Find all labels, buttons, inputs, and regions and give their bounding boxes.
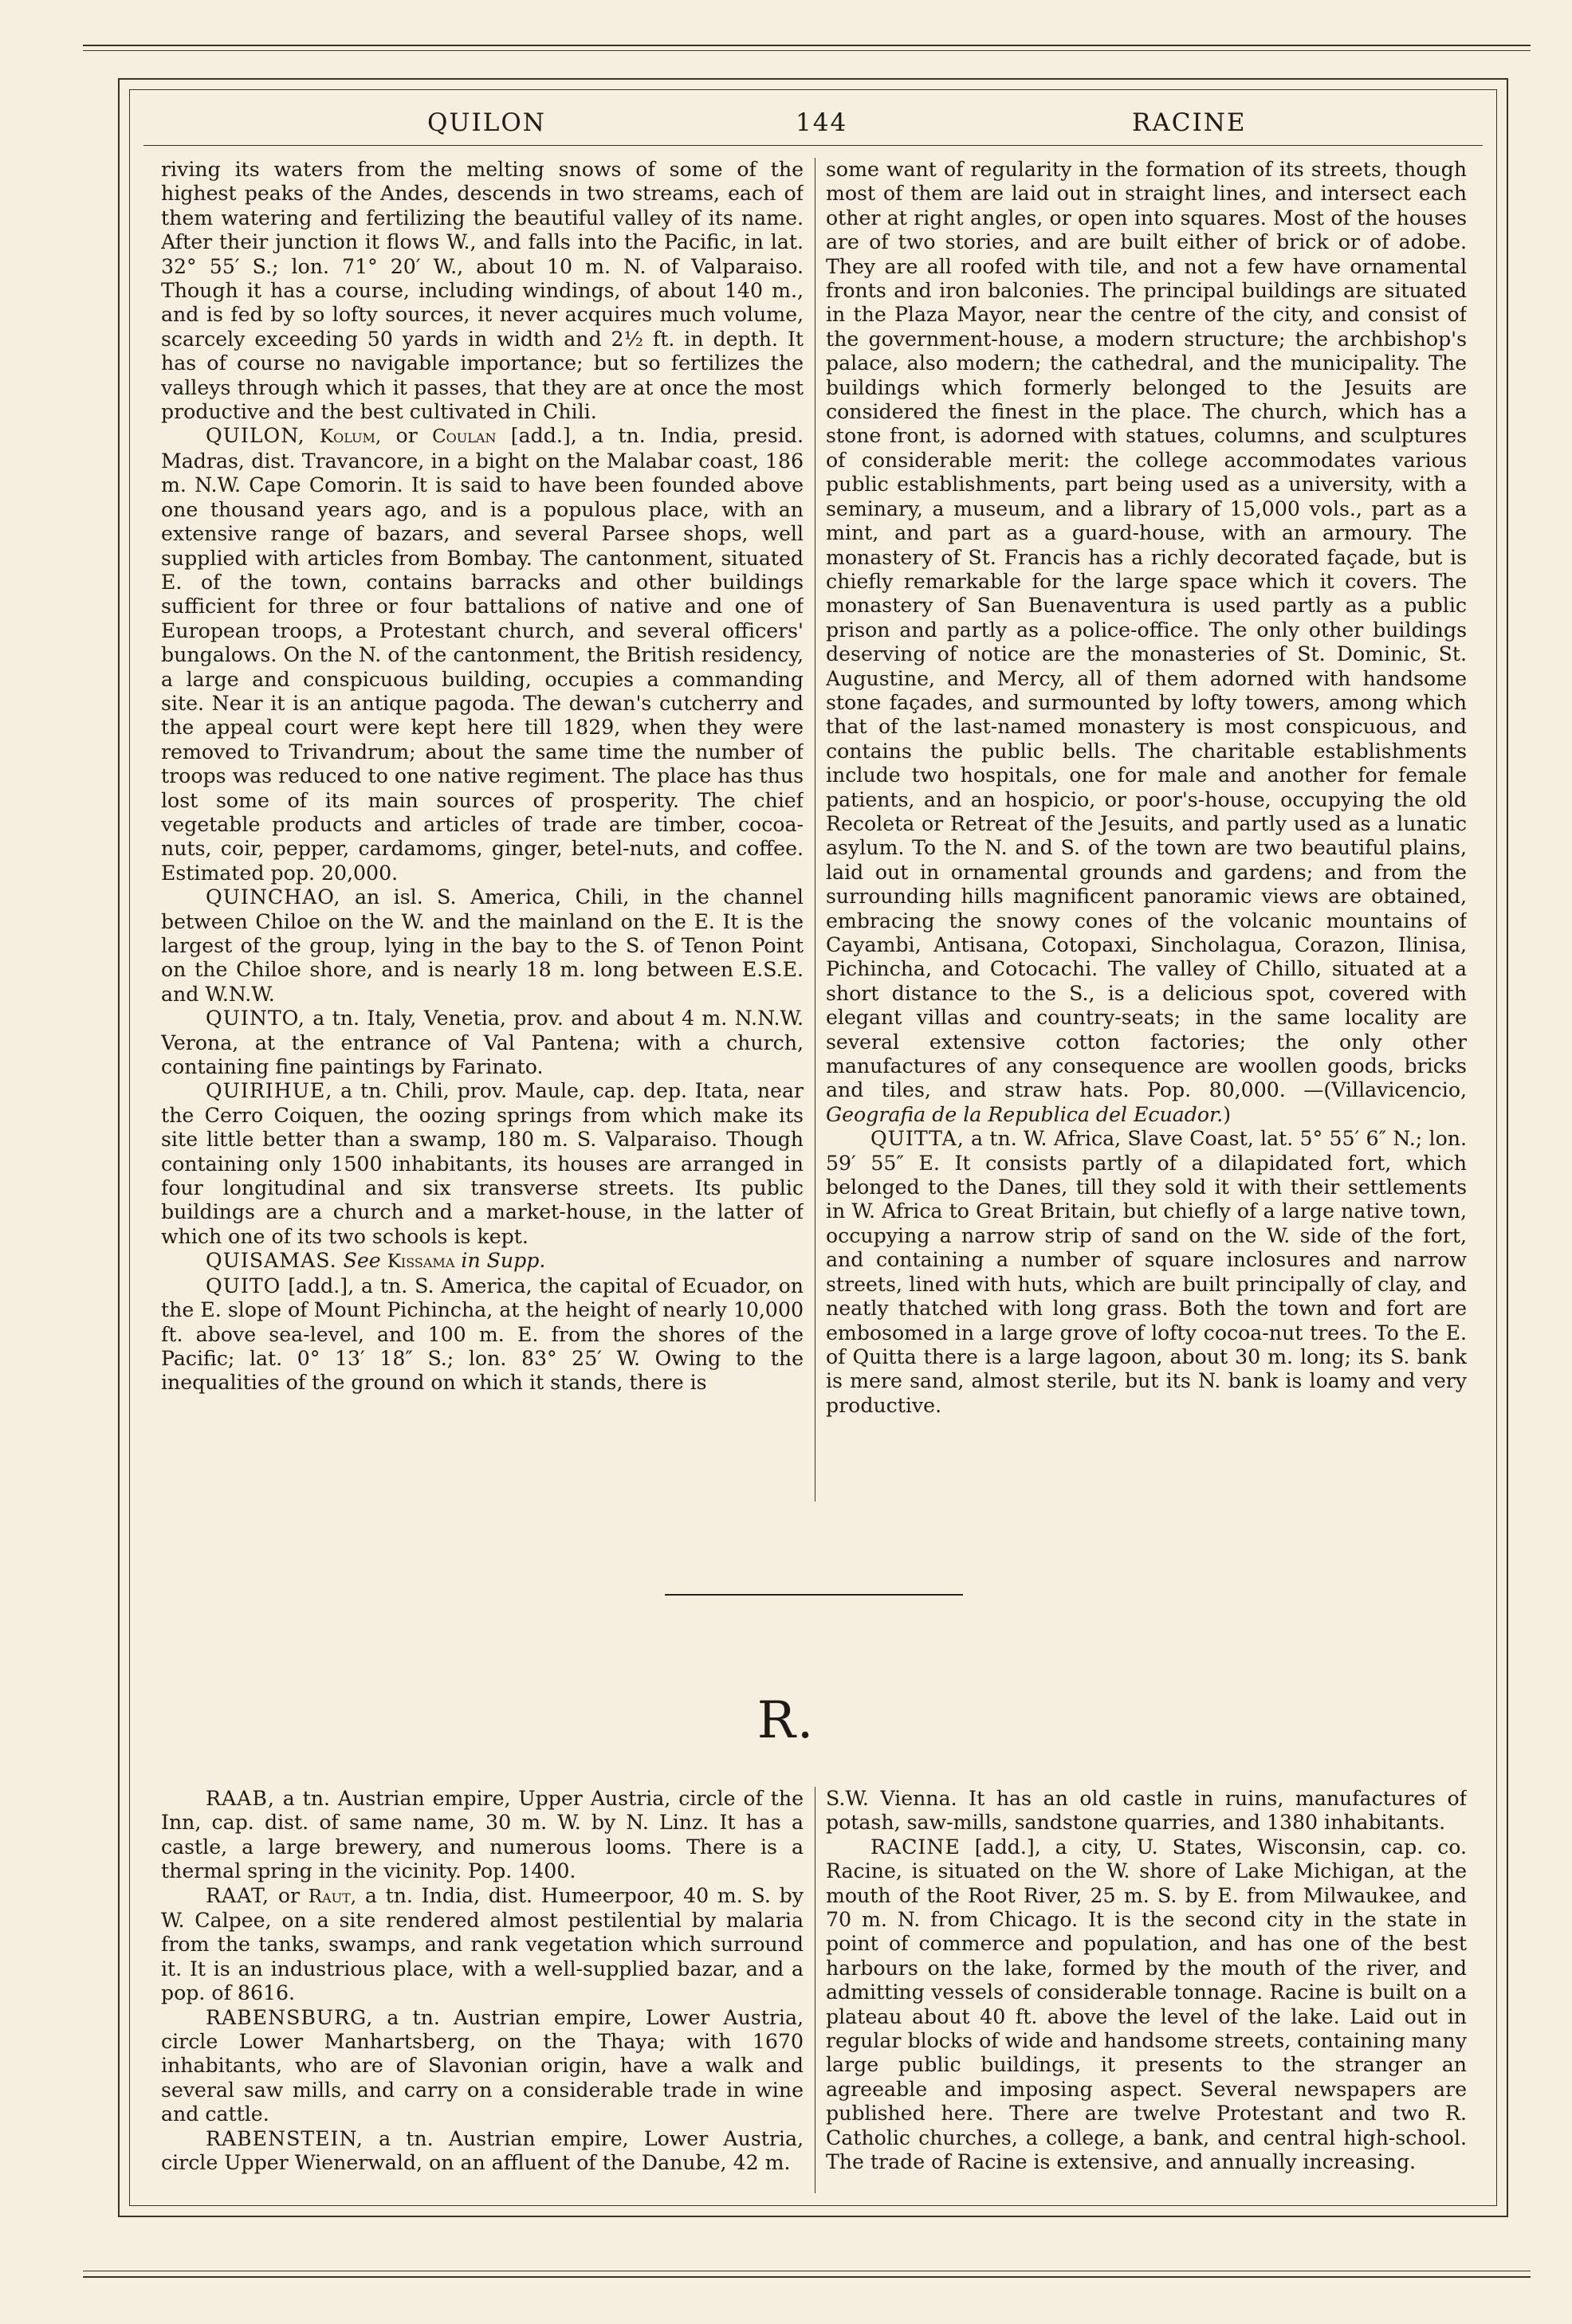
headword: QUIRIHUE, [206,1079,333,1103]
section-separator-rule [665,1594,963,1596]
header-first-entry: QUILON [427,108,546,137]
entry-text: some want of regularity in the formation of its streets, though most of them are laid out in straight lines, and intersect each other at right angles, or open into squares. Most of the houses are of two stories, and are built either of brick or of adobe. They are all roofed with tile, and not a few have ornamental fronts and iron balconies. The principal buildings are situated in the Plaza Mayor, near the centre of the city, and consist of the government-house, a modern structure; the archbishop's palace, also modern; the cathedral, and the municipality. The buildings which formerly belonged to the Jesuits are considered the finest in the place. The church, which has a stone front, is adorned with statues, columns, and sculptures of considerable merit: the college accommodates various public establishments, part being used as a university, with a seminary, a museum, and a library of 15,000 vols., part as a mint, and part as a guard-house, with an armoury. The monastery of St. Francis has a richly decorated façade, but is chiefly remarkable for the large space which it covers. The monastery of San Buenaventura is used partly as a public prison and partly as a police-office. The only other buildings deserving of notice are the monasteries of St. Dominic, St. Augustine, and Mercy, all of them adorned with handsome stone façades, and surmounted by lofty towers, among which that of the last-named monastery is most conspicuous, and contains the public bells. The charitable establishments include two hospitals, one for male and another for female patients, and an hospicio, or poor's-house, occupying the old Recoleta or Retreat of the Jesuits, and partly used as a lunatic asylum. To the N. and S. of the town are two beautiful plains, laid out in ornamental grounds and gardens; and from the surrounding hills magnificent panoramic views are obtained, embracing the snowy cones of the volcanic mountains of Cayambi, Antisana, Cotopaxi, Sincholagua, Corazon, Ilinisa, Pichincha, and Cotocachi. The valley of Chillo, situated at a short distance to the S., is a delicious spot, covered with elegant villas and country-seats; in the same locality are several extensive cotton factories; the only other manufactures of any consequence are woollen goods, bricks and tiles, and straw hats. Pop. 80,000. —(Villavicencio, [826,158,1467,1102]
entry-text: a tn. India, dist. Humeerpoor, 40 m. S. by W. Calpee, on a site rendered almost pestilential by malaria from the tanks, swamps, and rank vegetation which surround it. It is an industrious place, with a well-supplied bazar, and a pop. of 8616. [161,1883,804,2005]
entry-quilon [161,424,804,885]
headword: QUINTO, [206,1007,305,1030]
running-header [143,102,1483,147]
entry-text: [add.], a city, U. States, Wisconsin, cap. co. Racine, is situated on the W. shore of Lake Michigan, at the mouth of the Root River, 25 m. S. by E. from Milwaukee, and 70 m. N. from Chicago. It is the second city in the state in point of commerce and population, and has one of the best harbours on the lake, formed by the mouth of the river, and admitting vessels of considerable tonnage. Racine is built on a plateau about 40 ft. above the level of the lake. Laid out in regular blocks of wide and handsome streets, containing many large public buildings, it presents to the stranger an agreeable and imposing aspect. Several newspapers are published here. There are twelve Protestant and two R. Catholic churches, a college, a bank, and central high-school. The trade of Racine is extensive, and annually increasing. [826,1835,1467,2174]
entry-raab [161,1787,804,1884]
top-right-column [826,158,1467,1502]
cross-reference-suffix: in Supp. [461,1249,546,1273]
entry-text: a tn. Austrian empire, Lower Austria, circle Upper Wienerwald, on an affluent of the Danube, 42 m. [161,2126,804,2175]
top-left-column [161,158,804,1502]
variant-name: Kolum, [319,426,382,448]
entry-quinchao [161,885,804,1007]
headword: RACINE [870,1835,961,1859]
continued-paragraph [826,158,1467,1127]
entry-text: a tn. W. Africa, Slave Coast, lat. 5° 55′ 6″ N.; lon. 59′ 55″ E. It consists partly of a dilapidated fort, which belonged to the Danes, till they sold it with their settlements in W. Africa to Great Britain, but chiefly of a large native town, occupying a narrow strip of sand on the W. side of the fort, and containing a number of square inclosures and narrow streets, lined with huts, which are built principally of clay, and neatly thatched with long grass. Both the town and fort are embosomed in a large grove of lofty cocoa-nut trees. To the E. of Quitta there is a large lagoon, about 30 m. long; its S. bank is mere sand, almost sterile, but its N. bank is loamy and very productive. [826,1127,1467,1417]
headword: QUINCHAO, [206,885,341,909]
headword: QUITTA, [870,1127,965,1151]
entry-text: a tn. Italy, Venetia, prov. and about 4 m. N.N.W. Verona, at the entrance of Val Pantena; with a church, containing fine paintings by Farinato. [161,1007,804,1079]
entry-racine [826,1835,1467,2175]
header-last-entry: RACINE [1132,108,1247,137]
entry-rabenstein [161,2127,804,2176]
conjunction: or [277,1883,301,1907]
continued-paragraph: riving its waters from the melting snows of some of the highest peaks of the Andes, descends in two streams, each of them watering and fertilizing the beautiful valley of its name. After their junction it flows W., and falls into the Pacific, in lat. 32° 55′ S.; lon. 71° 20′ W., about 10 m. N. of Valparaiso. Though it has a course, including windings, of about 140 m., and is fed by so lofty sources, it never acquires much volume, scarcely exceeding 50 yards in width and 2½ ft. in depth. It has of course no navigable importance; but so fertilizes the valleys through which it passes, that they are at once the most productive and the best cultivated in Chili. [161,158,804,424]
entry-quirihue [161,1079,804,1249]
bottom-right-column [826,1787,1467,2193]
entry-text: a tn. Austrian empire, Lower Austria, circle Lower Manhartsberg, on the Thaya; with 1670 inhabitants, who are of Slavonian origin, have a walk and several saw mills, and carry on a considerable trade in wine and cattle. [161,2005,804,2126]
section-letter-heading: R. [757,1691,815,1750]
entry-text: a tn. Austrian empire, Upper Austria, circle of the Inn, cap. dist. of same name, 30 m. W. by N. Linz. It has a castle, a large brewery, and numerous looms. There is a thermal spring in the vicinity. Pop. 1400. [161,1787,804,1883]
variant-name: Coulan [432,426,497,448]
entry-rabensburg [161,2006,804,2127]
bottom-double-rule-outer [83,2276,1531,2278]
headword: RAAT, [206,1883,270,1907]
entry-text: [add.], a tn. S. America, the capital of Ecuador, on the E. slope of Mount Pichincha, at the height of nearly 10,000 ft. above sea-level, and 100 m. E. from the shores of the Pacific; lat. 0° 13′ 18″ S.; lon. 83° 25′ W. Owing to the inequalities of the ground on which it stands, there is [161,1274,804,1395]
headword: QUILON, [206,424,305,448]
entry-quito [161,1274,804,1396]
entry-quisamas [161,1249,804,1274]
entry-quinto [161,1007,804,1079]
entry-text: a tn. Chili, prov. Maule, cap. dep. Itata, near the Cerro Coiquen, the oozing springs from which make its site little better than a swamp, 180 m. S. Valparaiso. Though containing only 1500 inhabitants, its houses are arranged in four longitudinal and six transverse streets. Its public buildings are a church and a market-house, in the latter of which one of its two schools is kept. [161,1079,804,1248]
top-double-rule-inner [83,50,1531,51]
headword: QUISAMAS. [206,1249,337,1273]
cross-reference-target: Kissama [387,1251,455,1273]
header-rule [143,145,1483,146]
headword: RAAB, [206,1787,275,1810]
headword: RABENSBURG, [206,2005,374,2029]
variant-name: Raut, [308,1886,357,1907]
bottom-left-column [161,1787,804,2193]
page-number: 144 [796,108,848,137]
citation-close: ) [1223,1102,1232,1126]
headword: RABENSTEIN, [206,2126,364,2150]
entry-text: [add.], a tn. India, presid. Madras, dist. Travancore, in a bight on the Malabar coast, 186 m. N.W. Cape Comorin. It is said to have been founded above one thousand years ago, and is a populous place, with an extensive range of bazars, and several Parsee shops, well supplied with articles from Bombay. The cantonment, situated E. of the town, contains barracks and other buildings sufficient for three or four battalions of native and one of European troops, a Protestant church, and several officers' bungalows. On the N. of the cantonment, the British residency, a large and conspicuous building, occupies a commanding site. Near it is an antique pagoda. The dewan's cutcherry and the appeal court were kept here till 1829, when they were removed to Trivandrum; about the same time the number of troops was reduced to one native regiment. The place has thus lost some of its main sources of prosperity. The chief vegetable products and articles of trade are timber, cocoa-nuts, coir, pepper, cardamoms, ginger, betel-nuts, and coffee. Estimated pop. 20,000. [161,424,804,885]
top-double-rule-outer [83,45,1531,46]
cross-reference-see: See [343,1249,381,1273]
headword: QUITO [206,1274,281,1297]
conjunction: or [395,424,418,448]
entry-quitta [826,1127,1467,1418]
entry-text: an isl. S. America, Chili, in the channel between Chiloe on the W. and the mainland on the E. It is the largest of the group, lying in the bay to the S. of Tenon Point on the Chiloe shore, and is nearly 18 m. long between E.S.E. and W.N.W. [161,885,804,1006]
entry-raat [161,1884,804,2006]
citation-title: Geografia de la Republica del Ecuador. [826,1102,1224,1126]
continued-paragraph: S.W. Vienna. It has an old castle in ruins, manufactures of potash, saw-mills, sandstone quarries, and 1380 inhabitants. [826,1787,1467,1835]
